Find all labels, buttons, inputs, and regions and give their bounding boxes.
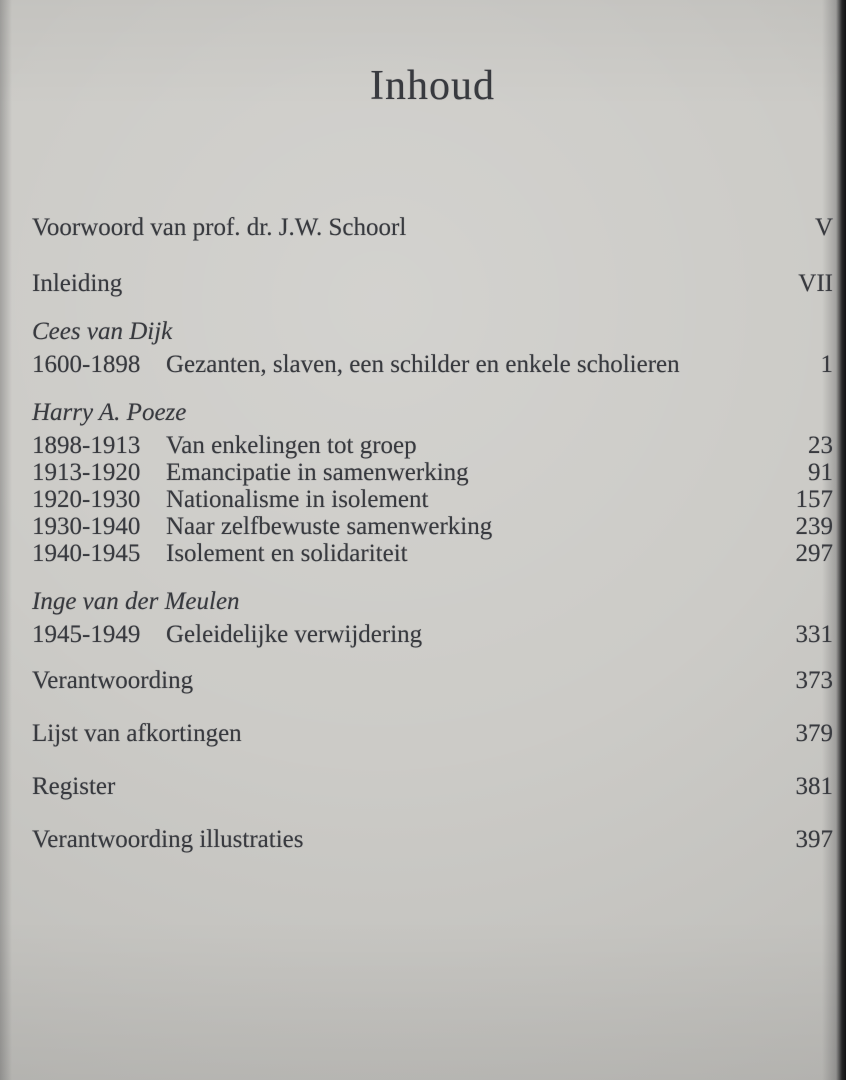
toc-chapter [32,540,833,567]
author-name-label: Inge van der Meulen [32,588,240,615]
toc-chapter [32,351,833,378]
chapter-years: 1945-1949 [32,621,141,648]
chapter-title: Gezanten, slaven, een schilder en enkele scholieren [166,351,680,378]
toc-chapter [32,486,833,513]
chapter-title: Geleidelijke verwijdering [166,621,423,648]
toc-chapter [32,513,833,540]
toc-chapter [32,459,833,486]
toc-entry-label: Verantwoording [32,667,194,694]
toc-entry-label: Lijst van afkortingen [32,720,242,747]
toc-entry-label: Register [32,773,116,800]
toc-entry-page: V [814,214,833,241]
chapter-page: 297 [795,540,833,567]
toc-entry-page: 381 [795,773,833,800]
chapter-years: 1898-1913 [32,432,141,459]
toc-entry [32,214,833,241]
page-title: Inhoud [370,63,495,109]
chapter-page: 239 [795,513,833,540]
toc-entry-page: VII [798,270,833,297]
author-section [32,318,833,378]
toc-entry-label: Inleiding [32,270,123,297]
author-section [32,588,833,648]
author-name-label: Cees van Dijk [32,318,173,345]
chapter-page: 23 [808,432,833,459]
toc-entry-label: Verantwoording illustraties [32,826,304,853]
author-name [32,318,833,345]
toc-entry-label: Voorwoord van prof. dr. J.W. Schoorl [32,214,407,241]
author-section [32,399,833,567]
toc-entry [32,667,833,694]
toc-entry-page: 379 [795,720,833,747]
chapter-title: Isolement en solidariteit [166,540,408,567]
front-matter [32,214,833,297]
chapter-title: Naar zelfbewuste samenwerking [166,513,493,540]
toc-entry [32,270,833,297]
chapter-years: 1913-1920 [32,459,141,486]
chapter-years: 1940-1945 [32,540,141,567]
chapter-page: 157 [795,486,833,513]
toc-entry [32,773,833,800]
back-matter [32,667,833,853]
author-name [32,588,833,615]
chapter-years: 1920-1930 [32,486,141,513]
author-name [32,399,833,426]
chapter-years: 1600-1898 [32,351,141,378]
chapter-title: Emancipatie in samenwerking [166,459,469,486]
chapter-title: Nationalisme in isolement [166,486,429,513]
chapter-page: 331 [795,621,833,648]
toc-entry-page: 373 [795,667,833,694]
toc-entry [32,720,833,747]
chapter-title: Van enkelingen tot groep [166,432,417,459]
chapter-years: 1930-1940 [32,513,141,540]
toc-entry-page: 397 [795,826,833,853]
table-of-contents [32,0,833,853]
chapter-page: 1 [820,351,833,378]
toc-chapter [32,432,833,459]
toc-entry [32,826,833,853]
chapter-page: 91 [808,459,833,486]
toc-chapter [32,621,833,648]
author-name-label: Harry A. Poeze [32,399,187,426]
